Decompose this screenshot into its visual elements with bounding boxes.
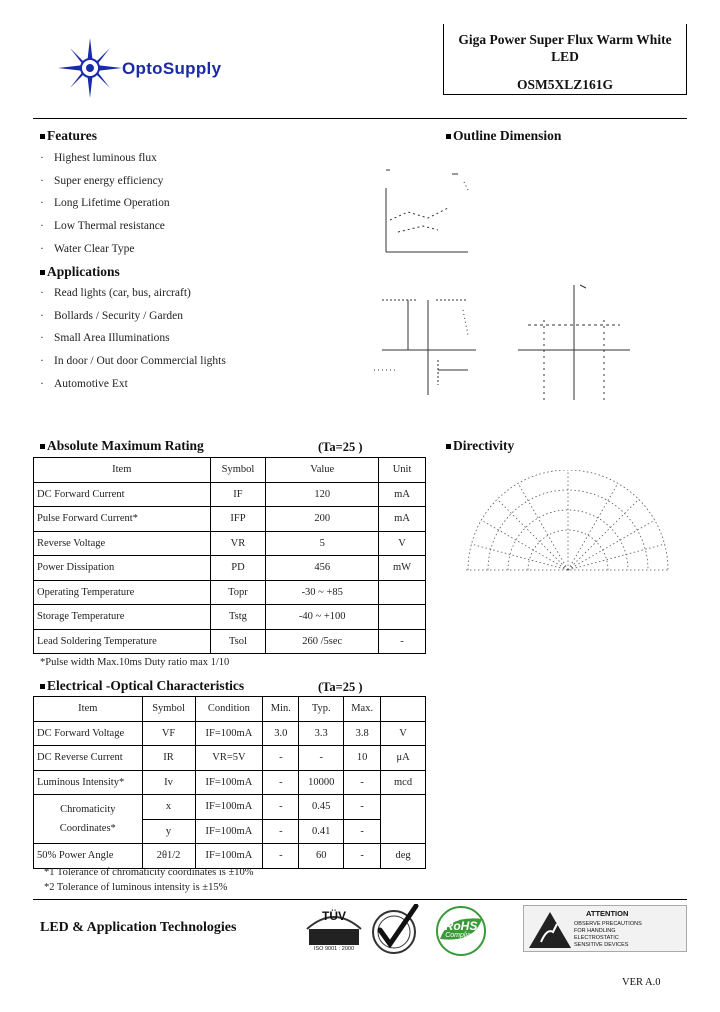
table-header: Min. [263, 697, 299, 722]
table-cell: 10000 [299, 770, 344, 795]
table-cell: y [142, 819, 195, 844]
brand-name: OptoSupply [122, 59, 222, 78]
outline-dimension-drawing [368, 160, 688, 420]
table-cell [379, 605, 426, 630]
table-cell: Iv [142, 770, 195, 795]
table-row [34, 507, 426, 532]
table-header: Symbol [210, 458, 266, 483]
attention-text: OBSERVE PRECAUTIONS FOR HANDLING ELECTROSTATIC SENSITIVE DEVICES [574, 921, 642, 948]
application-item: · Automotive Ext [40, 378, 128, 390]
table-cell: VR [210, 531, 266, 556]
table-cell: 0.41 [299, 819, 344, 844]
table-cell: - [344, 795, 381, 820]
table-cell: 5 [266, 531, 379, 556]
table-cell: 10 [344, 746, 381, 771]
table-header [381, 697, 426, 722]
table-header-row [34, 697, 426, 722]
application-item: · In door / Out door Commercial lights [40, 355, 226, 367]
footer-divider [33, 899, 687, 900]
optosupply-logo-icon [58, 38, 122, 98]
table-cell: -40 ~ +100 [266, 605, 379, 630]
table-row [34, 795, 426, 820]
eoc-note: *2 Tolerance of luminous intensity is ±15% [44, 882, 228, 893]
part-number: OSM5XLZ161G [516, 77, 613, 92]
table-cell: 0.45 [299, 795, 344, 820]
rohs-badge [428, 905, 494, 957]
table-cell [379, 580, 426, 605]
table-row [34, 770, 426, 795]
table-cell: mA [379, 507, 426, 532]
esd-warning-icon [527, 910, 573, 950]
table-cell: V [379, 531, 426, 556]
applications-heading: Applications [40, 264, 120, 280]
table-header: Max. [344, 697, 381, 722]
amr-condition: (Ta=25 ) [318, 440, 363, 454]
application-item: · Small Area Illuminations [40, 332, 170, 344]
table-cell: Storage Temperature [34, 605, 211, 630]
table-cell: 200 [266, 507, 379, 532]
table-cell: IF=100mA [195, 844, 263, 869]
table-cell: 3.3 [299, 721, 344, 746]
table-cell: -30 ~ +85 [266, 580, 379, 605]
table-cell: - [263, 795, 299, 820]
eoc-heading: Electrical -Optical Characteristics [40, 678, 244, 694]
table-header: Unit [379, 458, 426, 483]
table-cell: VR=5V [195, 746, 263, 771]
table-cell: Reverse Voltage [34, 531, 211, 556]
table-cell: 2θ1/2 [142, 844, 195, 869]
version-label: VER A.0 [622, 977, 661, 988]
table-header: Item [34, 458, 211, 483]
amr-table [33, 457, 426, 654]
table-cell: μA [381, 746, 426, 771]
table-cell: Pulse Forward Current* [34, 507, 211, 532]
table-cell: 260 /5sec [266, 629, 379, 654]
table-cell: IF=100mA [195, 819, 263, 844]
feature-item: · Highest luminous flux [40, 152, 157, 164]
table-cell: Power Dissipation [34, 556, 211, 581]
table-cell: DC Reverse Current [34, 746, 143, 771]
table-cell: 456 [266, 556, 379, 581]
table-row [34, 531, 426, 556]
table-cell: - [379, 629, 426, 654]
table-cell: mA [379, 482, 426, 507]
table-header: Item [34, 697, 143, 722]
table-header: Condition [195, 697, 263, 722]
table-cell: DC Forward Current [34, 482, 211, 507]
table-cell: - [263, 844, 299, 869]
table-cell: 3.8 [344, 721, 381, 746]
feature-item: · Long Lifetime Operation [40, 197, 170, 209]
table-row [34, 556, 426, 581]
table-cell: IR [142, 746, 195, 771]
table-row [34, 482, 426, 507]
table-cell: 60 [299, 844, 344, 869]
table-cell: - [263, 819, 299, 844]
certified-component-badge-icon [370, 904, 420, 956]
table-cell: IFP [210, 507, 266, 532]
table-row [34, 721, 426, 746]
table-row [34, 844, 426, 869]
eoc-table [33, 696, 426, 869]
table-row [34, 580, 426, 605]
table-cell: mW [379, 556, 426, 581]
table-cell: IF=100mA [195, 721, 263, 746]
features-heading: Features [40, 128, 97, 144]
table-cell: - [299, 746, 344, 771]
table-row [34, 746, 426, 771]
table-cell: 120 [266, 482, 379, 507]
table-cell: - [263, 746, 299, 771]
feature-item: · Low Thermal resistance [40, 220, 165, 232]
table-cell: - [344, 844, 381, 869]
table-cell [381, 795, 426, 844]
table-cell: 50% Power Angle [34, 844, 143, 869]
table-cell: x [142, 795, 195, 820]
company-tagline: LED & Application Technologies [40, 920, 237, 935]
table-cell: Operating Temperature [34, 580, 211, 605]
table-cell: IF [210, 482, 266, 507]
table-row [34, 605, 426, 630]
rohs-compliant-label: Compliant [445, 932, 477, 939]
table-cell: V [381, 721, 426, 746]
table-cell: PD [210, 556, 266, 581]
table-row [34, 629, 426, 654]
application-item: · Read lights (car, bus, aircraft) [40, 287, 191, 299]
attention-title: ATTENTION [586, 909, 629, 918]
table-cell: Lead Soldering Temperature [34, 629, 211, 654]
table-cell: mcd [381, 770, 426, 795]
table-header-row [34, 458, 426, 483]
directivity-polar-chart [462, 470, 674, 572]
rohs-label: RoHS [444, 919, 478, 933]
table-cell: VF [142, 721, 195, 746]
amr-note: *Pulse width Max.10ms Duty ratio max 1/10 [40, 657, 230, 668]
table-cell: IF=100mA [195, 795, 263, 820]
eoc-note: *1 Tolerance of chromaticity coordinates is ±10% [44, 867, 254, 878]
outline-heading: Outline Dimension [446, 128, 561, 144]
table-cell: Tstg [210, 605, 266, 630]
table-cell: IF=100mA [195, 770, 263, 795]
table-cell: - [344, 819, 381, 844]
table-cell: Topr [210, 580, 266, 605]
chromaticity-label: Chromaticity Coordinates* [34, 795, 143, 844]
tuv-iso-label: ISO 9001 : 2000 [313, 946, 355, 952]
table-cell: Luminous Intensity* [34, 770, 143, 795]
table-cell: - [263, 770, 299, 795]
table-cell: deg [381, 844, 426, 869]
tuv-cert-badge [303, 905, 365, 957]
directivity-heading: Directivity [446, 438, 514, 454]
esd-attention-label [523, 905, 687, 952]
header-divider [33, 118, 687, 119]
feature-item: · Water Clear Type [40, 243, 135, 255]
table-cell: Tsol [210, 629, 266, 654]
table-header: Symbol [142, 697, 195, 722]
amr-heading: Absolute Maximum Rating [40, 438, 204, 454]
table-cell: 3.0 [263, 721, 299, 746]
table-cell: DC Forward Voltage [34, 721, 143, 746]
application-item: · Bollards / Security / Garden [40, 310, 184, 322]
table-header: Typ. [299, 697, 344, 722]
feature-item: · Super energy efficiency [40, 175, 164, 187]
table-header: Value [266, 458, 379, 483]
table-cell: - [344, 770, 381, 795]
eoc-condition: (Ta=25 ) [318, 680, 363, 694]
title-box [443, 24, 687, 95]
product-title: Giga Power Super Flux Warm White LED [458, 32, 672, 64]
tuv-label: TÜV [322, 909, 346, 923]
